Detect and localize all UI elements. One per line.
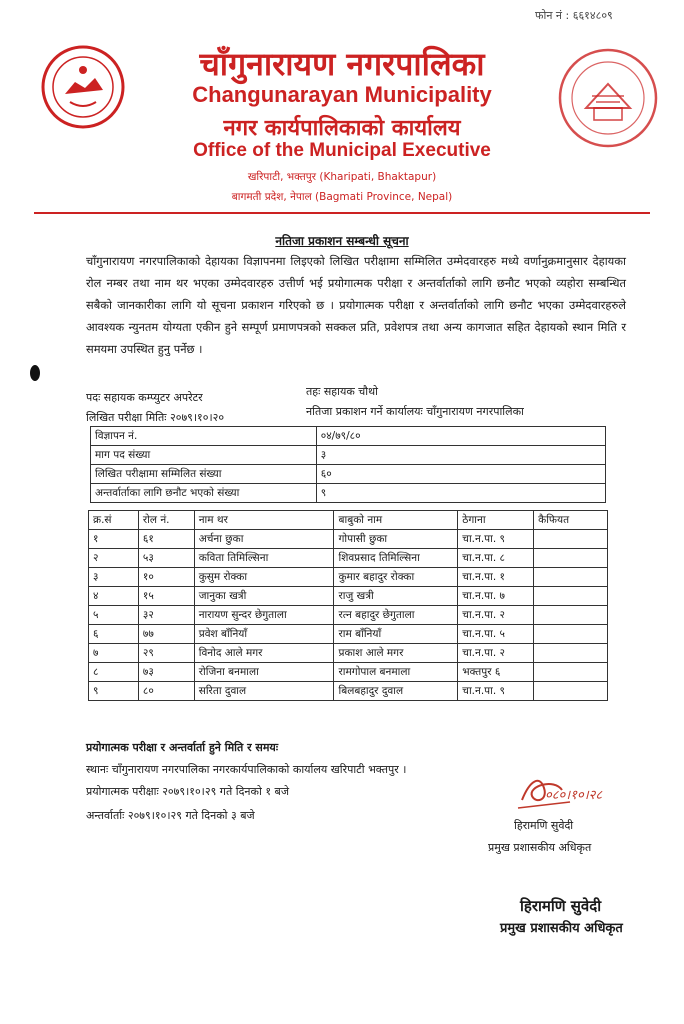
table-cell: ३२ — [138, 606, 194, 625]
municipality-title-english: Changunarayan Municipality — [192, 82, 492, 107]
table-cell — [534, 663, 608, 682]
table-cell: अर्चना छुका — [194, 530, 334, 549]
table-cell: १ — [89, 530, 139, 549]
table-cell: ८० — [138, 682, 194, 701]
table-cell: चा.न.पा. १ — [458, 568, 534, 587]
table-row — [89, 644, 608, 663]
table-cell: जानुका खत्री — [194, 587, 334, 606]
table-cell: रामगोपाल बनमाला — [334, 663, 458, 682]
table-cell: भक्तपुर ६ — [458, 663, 534, 682]
table-cell: कुमार बहादुर रोक्का — [334, 568, 458, 587]
table-cell: सरिता दुवाल — [194, 682, 334, 701]
table-cell: ४ — [89, 587, 139, 606]
column-header: क्र.सं — [89, 511, 139, 530]
table-cell: २ — [89, 549, 139, 568]
table-cell: रोजिना बनमाला — [194, 663, 334, 682]
table-cell: ७३ — [138, 663, 194, 682]
table-cell: ७ — [89, 644, 139, 663]
summary-table — [90, 426, 606, 503]
schedule-interview: अन्तर्वार्ताः २०७९।१०।२९ गते दिनको ३ बजे — [86, 809, 255, 822]
summary-label: विज्ञापन नं. — [91, 427, 317, 446]
table-row — [89, 568, 608, 587]
table-cell: चा.न.पा. २ — [458, 644, 534, 663]
table-cell: चा.न.पा. ५ — [458, 625, 534, 644]
table-cell — [534, 549, 608, 568]
column-header: बाबुको नाम — [334, 511, 458, 530]
table-cell: राजु खत्री — [334, 587, 458, 606]
office-title-english: Office of the Municipal Executive — [193, 140, 491, 161]
hole-punch-mark — [30, 365, 40, 381]
table-row — [89, 663, 608, 682]
table-cell: १५ — [138, 587, 194, 606]
address-line-2: बागमती प्रदेश, नेपाल (Bagmati Province, Nepal) — [231, 191, 453, 203]
summary-value: ९ — [316, 484, 605, 503]
table-row — [89, 682, 608, 701]
table-cell: २९ — [138, 644, 194, 663]
letterhead-divider — [34, 212, 650, 214]
table-cell: ७७ — [138, 625, 194, 644]
table-row — [89, 587, 608, 606]
table-row — [89, 625, 608, 644]
table-cell — [534, 530, 608, 549]
summary-label: अन्तर्वार्ताका लागि छनौट भएको संख्या — [91, 484, 317, 503]
table-header-row — [89, 511, 608, 530]
table-cell — [534, 644, 608, 663]
results-table — [88, 510, 608, 701]
table-cell: नारायण सुन्दर छेगुताला — [194, 606, 334, 625]
table-row — [91, 465, 606, 484]
table-cell: गोपासी छुका — [334, 530, 458, 549]
table-cell: ५३ — [138, 549, 194, 568]
stamp-title: प्रमुख प्रशासकीय अधिकृत — [500, 921, 623, 936]
table-cell: ८ — [89, 663, 139, 682]
table-cell: ६१ — [138, 530, 194, 549]
table-row — [89, 530, 608, 549]
summary-value: ६० — [316, 465, 605, 484]
table-cell: ५ — [89, 606, 139, 625]
table-cell: ६ — [89, 625, 139, 644]
table-cell: रत्न बहादुर छेगुताला — [334, 606, 458, 625]
schedule-place: स्थानः चाँगुनारायण नगरपालिका नगरकार्यपालिकाको कार्यालय खरिपाटी भक्तपुर । — [86, 763, 407, 776]
table-cell — [534, 568, 608, 587]
table-cell: शिवप्रसाद तिमिल्सिना — [334, 549, 458, 568]
municipality-title-nepali: चाँगुनारायण नगरपालिका — [199, 45, 485, 83]
summary-value: ३ — [316, 446, 605, 465]
table-cell: विनोद आले मगर — [194, 644, 334, 663]
level-label: तहः सहायक चौथो — [306, 385, 378, 398]
column-header: कैफियत — [534, 511, 608, 530]
table-cell: कविता तिमिल्सिना — [194, 549, 334, 568]
schedule-title: प्रयोगात्मक परीक्षा र अन्तर्वार्ता हुने मिति र समयः — [86, 741, 279, 754]
table-row — [89, 606, 608, 625]
table-cell: चा.न.पा. २ — [458, 606, 534, 625]
handwritten-date: ०८०।१०।२८ — [545, 788, 603, 803]
table-cell: चा.न.पा. ९ — [458, 530, 534, 549]
schedule-practical: प्रयोगात्मक परीक्षाः २०७९।१०।२९ गते दिनको १ बजे — [86, 785, 289, 798]
result-office: नतिजा प्रकाशन गर्ने कार्यालयः चाँगुनारायण नगरपालिका — [306, 405, 524, 418]
table-cell — [534, 682, 608, 701]
table-cell — [534, 606, 608, 625]
signatory-title: प्रमुख प्रशासकीय अधिकृत — [488, 841, 592, 854]
table-cell: राम बाँनियाँ — [334, 625, 458, 644]
table-cell: ९ — [89, 682, 139, 701]
office-title-nepali: नगर कार्यपालिकाको कार्यालय — [223, 116, 461, 141]
table-cell: ३ — [89, 568, 139, 587]
notice-heading: नतिजा प्रकाशन सम्बन्धी सूचना — [275, 234, 409, 248]
notice-paragraph: चाँगुनारायण नगरपालिकाको देहायका विज्ञापनमा लिइएको लिखित परीक्षामा सम्मिलित उम्मेदवारहरु मध्ये वर्णानुक्रमानुसार देहायका रोल नम्बर तथा नाम थर भएका उम्मेदवारहरु उत्तीर्ण भई प्रयोगात्मक परीक्षा र अन्तर्वार्ताको लागि छनौट भएको व्यहोरा सम्बन्धित सबैको जानकारीका लागि यो सूचना प्रकाशन गरिएको छ । प्रयोगात्मक परीक्षा र अन्तर्वार्ताको लागि छनौट भएका उम्मेदवारहरुले आवश्यक न्युनतम योग्यता एकीन हुने सम्पूर्ण प्रमाणपत्रको सक्कल प्रति, प्रवेशपत्र तथा अन्य कागजात सहित देहायको स्थान मिति र समयमा उपस्थित हुनु पर्नेछ । — [86, 254, 626, 356]
table-row — [89, 549, 608, 568]
signatory-name: हिरामणि सुवेदी — [514, 819, 574, 832]
table-cell: प्रकाश आले मगर — [334, 644, 458, 663]
table-cell: चा.न.पा. ८ — [458, 549, 534, 568]
table-cell — [534, 587, 608, 606]
address-line-1: खरिपाटी, भक्तपुर (Kharipati, Bhaktapur) — [247, 171, 437, 183]
stamp-name: हिरामणि सुवेदी — [520, 897, 602, 915]
table-cell: चा.न.पा. ९ — [458, 682, 534, 701]
table-row — [91, 446, 606, 465]
phone-number: फोन नं : ६६१४८०९ — [535, 9, 613, 22]
table-cell: चा.न.पा. ७ — [458, 587, 534, 606]
table-cell: १० — [138, 568, 194, 587]
table-row — [91, 427, 606, 446]
exam-date: लिखित परीक्षा मितिः २०७९।१०।२० — [86, 411, 225, 424]
column-header: नाम थर — [194, 511, 334, 530]
table-cell — [534, 625, 608, 644]
table-cell: कुसुम रोक्का — [194, 568, 334, 587]
post-label: पदः सहायक कम्प्युटर अपरेटर — [86, 391, 203, 404]
summary-label: लिखित परीक्षामा सम्मिलित संख्या — [91, 465, 317, 484]
table-cell: प्रवेश बाँनियाँ — [194, 625, 334, 644]
summary-label: माग पद संख्या — [91, 446, 317, 465]
table-row — [91, 484, 606, 503]
summary-value: ०४/७९/८० — [316, 427, 605, 446]
column-header: रोल नं. — [138, 511, 194, 530]
column-header: ठेगाना — [458, 511, 534, 530]
results-body — [89, 530, 608, 701]
table-cell: बिलबहादुर दुवाल — [334, 682, 458, 701]
